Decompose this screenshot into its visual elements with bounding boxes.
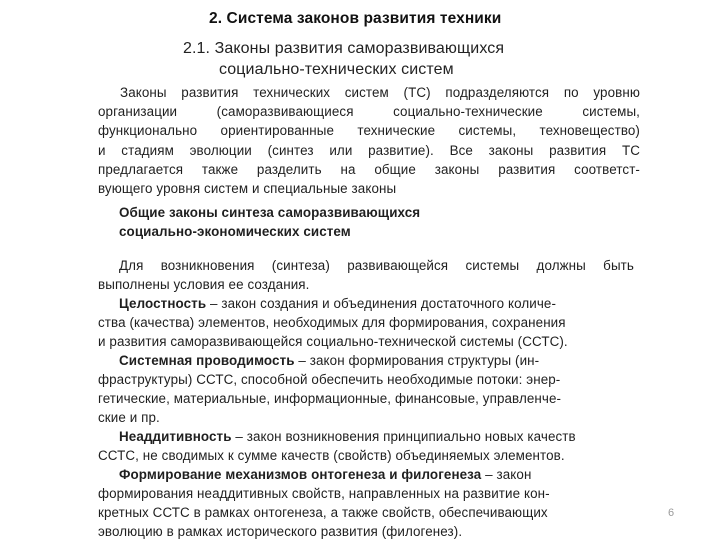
synthesis-line: Для возникновения (синтеза) развивающейся системы должны быть: [119, 258, 634, 273]
law-first-line: Формирование механизмов онтогенеза и филогенеза – закон: [119, 467, 532, 482]
intro-line: вующего уровня систем и специальные законы: [98, 181, 397, 196]
intro-line: и стадиям эволюции (синтез или развитие). Все законы развития ТС: [98, 143, 640, 158]
slide-title: 2. Система законов развития техники: [209, 10, 502, 27]
intro-line: функционально ориентированные технические системы, техновещество): [98, 123, 640, 138]
page-number: 6: [668, 507, 675, 519]
law-line: гетические, материальные, информационные, финансовые, управленче-: [98, 391, 562, 406]
law-term: Целостность: [119, 296, 207, 311]
section-heading: социально-экономических систем: [119, 224, 351, 239]
law-line: эволюцию в рамках исторического развития (филогенез).: [98, 524, 463, 539]
law-first-line: Системная проводимость – закон формирования структуры (ин-: [119, 353, 540, 368]
law-first-line: Целостность – закон создания и объединения достаточного количе-: [119, 296, 557, 311]
law-line: фраструктуры) ССТС, способной обеспечить необходимые потоки: энер-: [98, 372, 561, 387]
law-line: формирования неаддитивных свойств, направленных на развитие кон-: [98, 486, 550, 501]
law-line: ские и пр.: [98, 410, 160, 425]
intro-line: Законы развития технических систем (ТС) подразделяются по уровню: [120, 85, 640, 100]
synthesis-line: выполнены условия ее создания.: [98, 277, 310, 292]
subtitle-line-2: социально-технических систем: [219, 61, 454, 78]
intro-line: организации (саморазвивающиеся социально-технические системы,: [98, 104, 640, 119]
law-line: ства (качества) элементов, необходимых для формирования, сохранения: [98, 315, 566, 330]
law-term: Системная проводимость: [119, 353, 295, 368]
section-heading: Общие законы синтеза саморазвивающихся: [119, 205, 421, 220]
law-line: ССТС, не сводимых к сумме качеств (свойств) объединяемых элементов.: [98, 448, 565, 463]
law-term: Формирование механизмов онтогенеза и филогенеза: [119, 467, 482, 482]
law-line: и развития саморазвивающейся социально-технической системы (ССТС).: [98, 334, 568, 349]
law-line: кретных ССТС в рамках онтогенеза, а также свойств, обеспечивающих: [98, 505, 548, 520]
subtitle-line-1: 2.1. Законы развития саморазвивающихся: [183, 40, 505, 57]
law-first-line: Неаддитивность – закон возникновения принципиально новых качеств: [119, 429, 576, 444]
law-term: Неаддитивность: [119, 429, 232, 444]
intro-line: предлагается также разделить на общие законы развития соответст-: [98, 162, 640, 177]
